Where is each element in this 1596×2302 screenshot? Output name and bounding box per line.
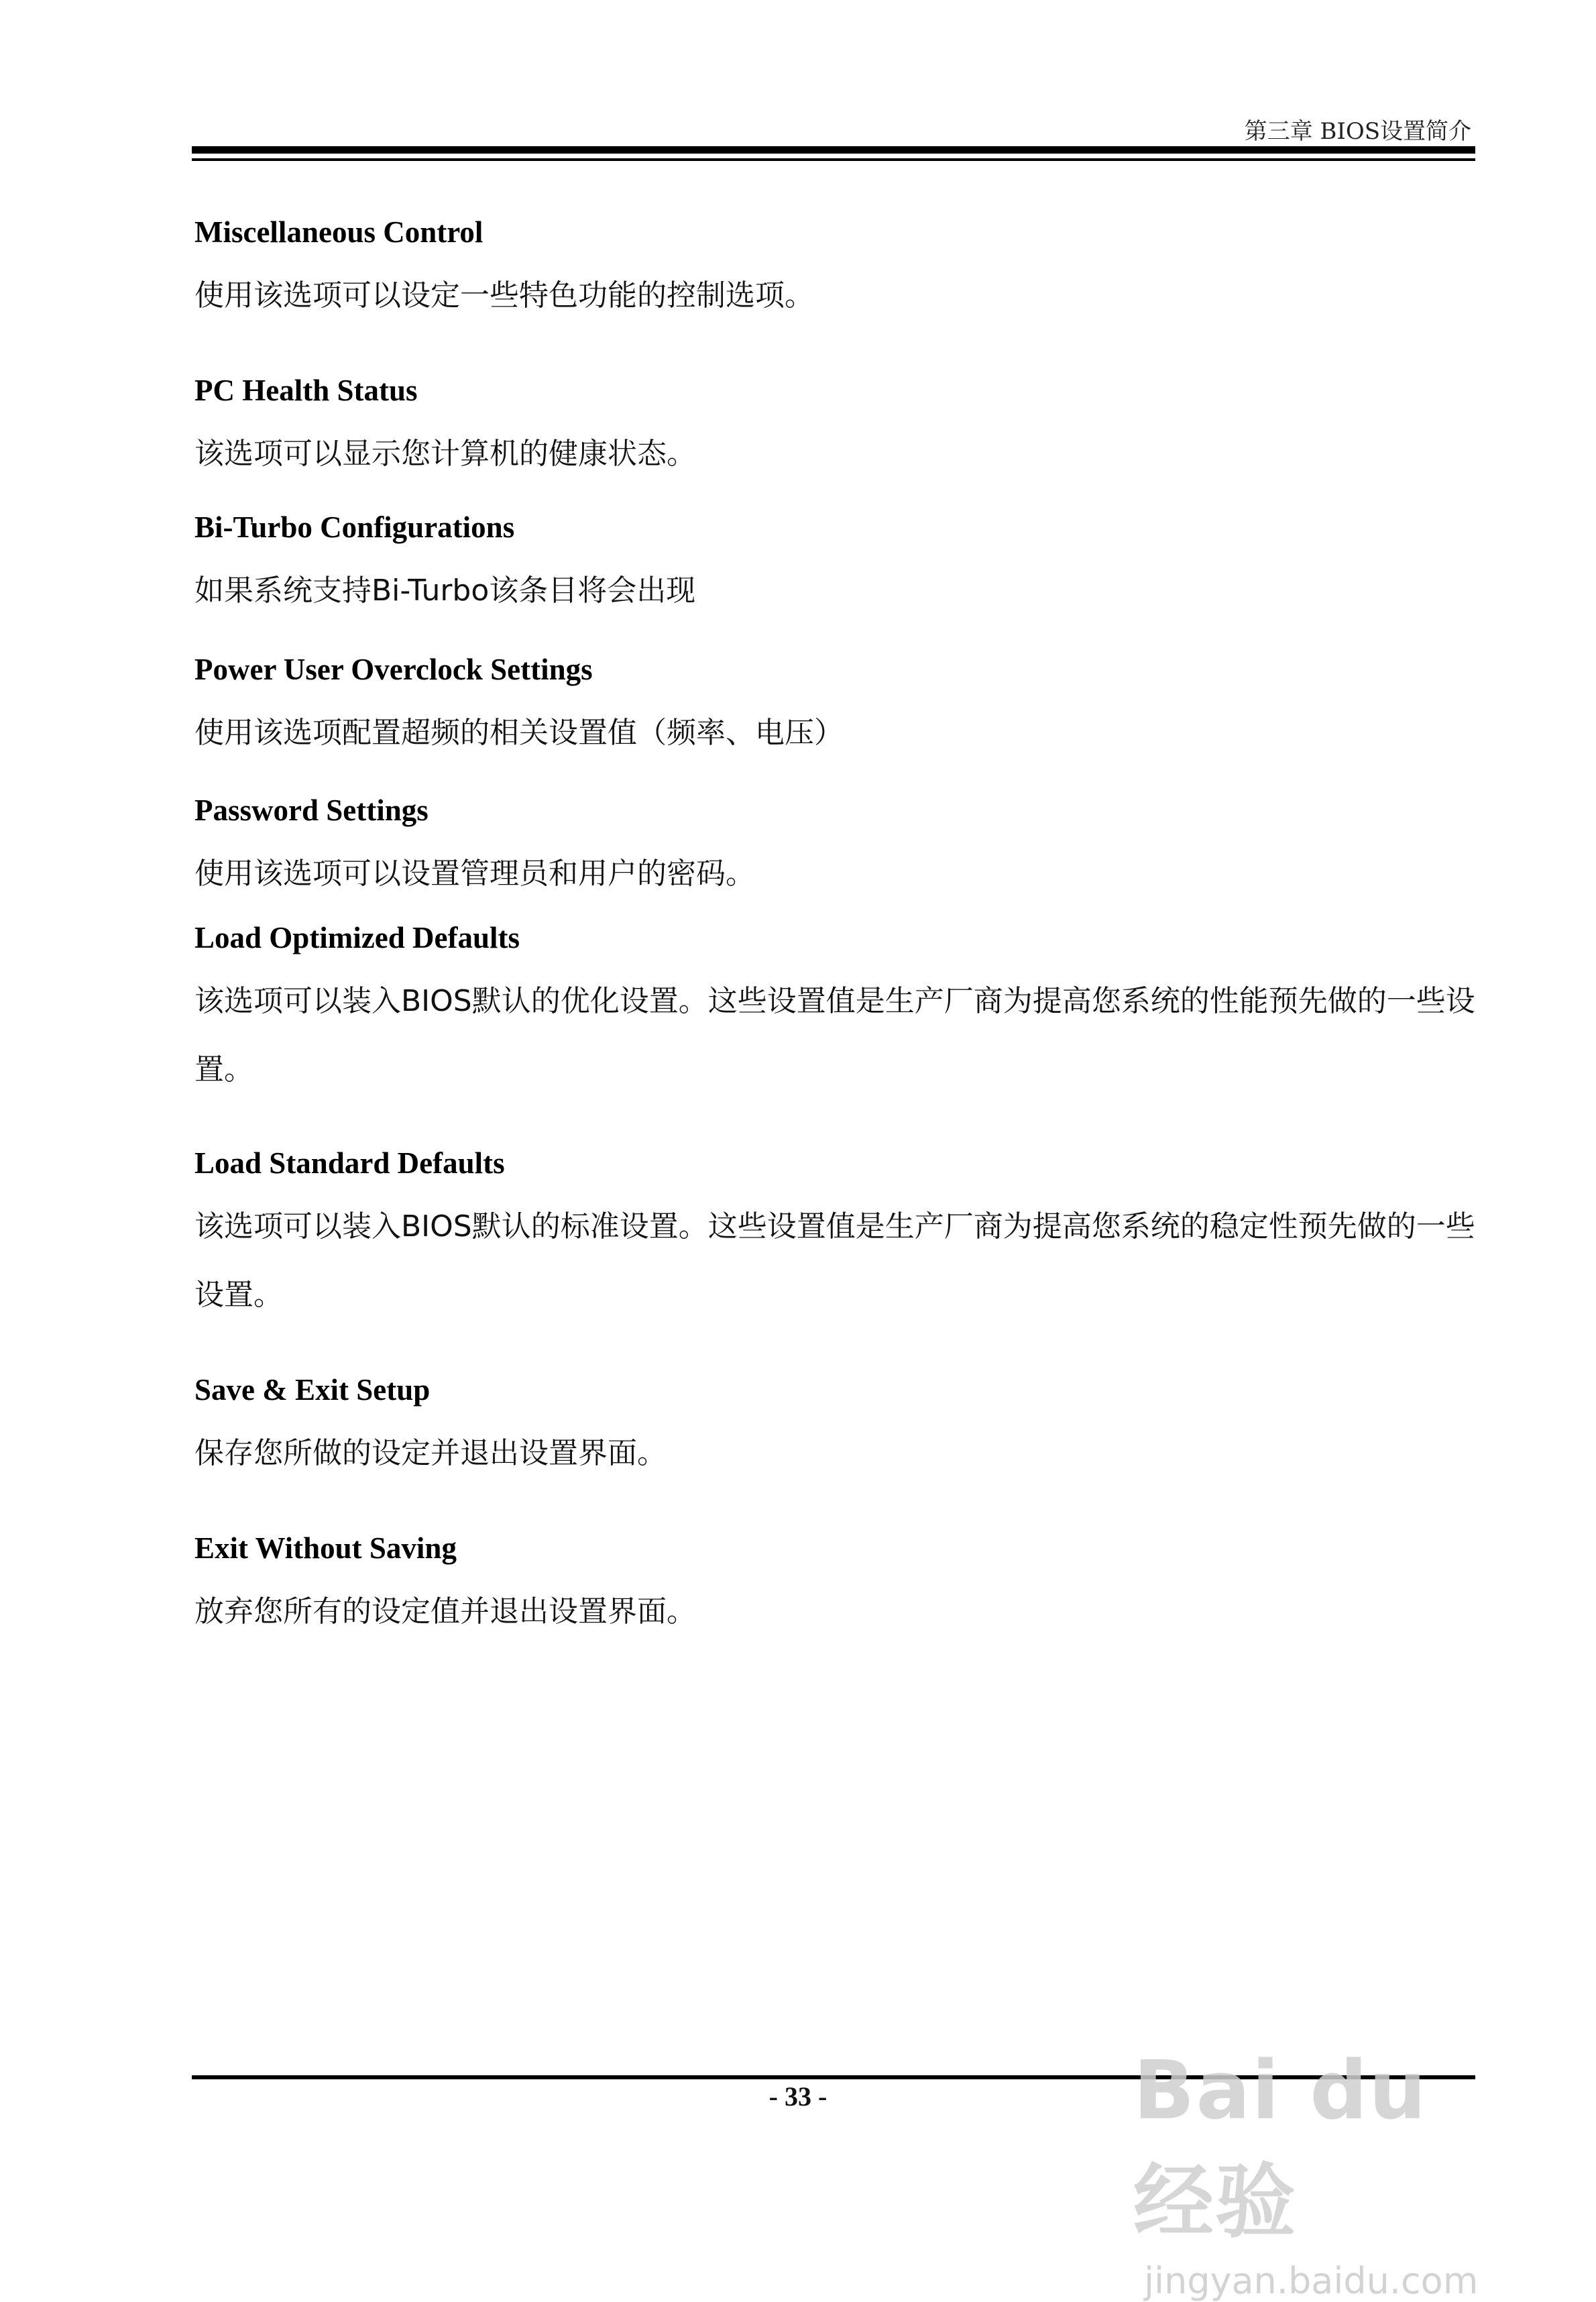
section-heading: Miscellaneous Control: [194, 215, 483, 249]
watermark-logo: Bai du 经验: [1133, 2044, 1428, 2249]
section-bi-turbo-configurations: [194, 508, 1475, 625]
section-description: 保存您所做的设定并退出设置界面。: [194, 1436, 667, 1470]
section-heading: Save & Exit Setup: [194, 1373, 431, 1407]
section-save-exit-setup: [194, 1371, 1475, 1488]
section-load-standard-defaults: [194, 1144, 1475, 1329]
section-heading: Password Settings: [194, 793, 429, 827]
section-pc-health-status: [194, 372, 1475, 488]
section-heading: Load Standard Defaults: [194, 1146, 505, 1180]
section-description: 该选项可以装入BIOS默认的标准设置。这些设置值是生产厂商为提高您系统的稳定性预先做的一些设置。: [194, 1209, 1475, 1312]
section-description: 使用该选项配置超频的相关设置值（频率、电压）: [194, 716, 844, 750]
section-exit-without-saving: [194, 1529, 1475, 1646]
section-heading: Power User Overclock Settings: [194, 653, 593, 686]
section-heading: PC Health Status: [194, 374, 418, 407]
section-description: 使用该选项可以设定一些特色功能的控制选项。: [194, 278, 814, 313]
section-description: 使用该选项可以设置管理员和用户的密码。: [194, 857, 755, 891]
header-rule-thick: [192, 146, 1475, 154]
section-load-optimized-defaults: [194, 919, 1475, 1104]
page-number: - 33 -: [768, 2081, 828, 2112]
section-description: 该选项可以装入BIOS默认的优化设置。这些设置值是生产厂商为提高您系统的性能预先做的一些设置。: [194, 984, 1475, 1087]
section-heading: Bi-Turbo Configurations: [194, 510, 515, 544]
chapter-header: 第三章 BIOS设置简介: [1244, 118, 1471, 145]
section-miscellaneous-control: [194, 213, 1475, 330]
section-heading: Load Optimized Defaults: [194, 921, 520, 954]
section-description: 如果系统支持Bi-Turbo该条目将会出现: [194, 573, 696, 608]
section-description: 放弃您所有的设定值并退出设置界面。: [194, 1594, 696, 1629]
section-heading: Exit Without Saving: [194, 1531, 457, 1565]
section-power-user-overclock-settings: [194, 651, 1475, 767]
section-password-settings: [194, 791, 1475, 908]
section-description: 该选项可以显示您计算机的健康状态。: [194, 437, 696, 471]
header-rule-thin: [192, 158, 1475, 161]
baidu-watermark: [1133, 2044, 1509, 2302]
watermark-url: jingyan.baidu.com: [1144, 2260, 1479, 2302]
